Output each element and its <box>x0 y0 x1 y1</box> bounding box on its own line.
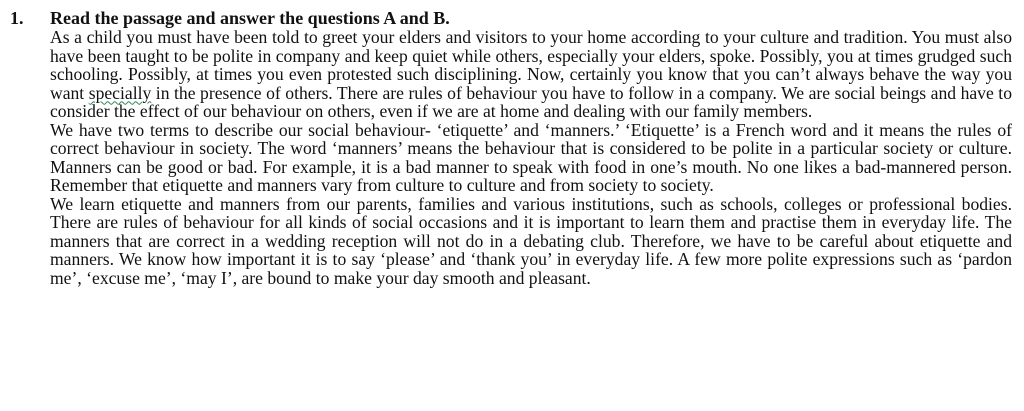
paragraph-1-text-before: As a child you must have been told to greet your elders and visitors to your home according to your culture and tradition. You must also have been taught to be polite in company and keep quiet while others, especially your elders, spoke. Possibly, you at times grudged such schooling. Possibly, at times you even protested such disciplining. Now, certainly you know that you can’t always behave the way you want <box>50 27 1012 103</box>
passage-paragraph-1 <box>50 28 1012 121</box>
paragraph-1-text-after: in the presence of others. There are rules of behaviour you have to follow in a company. We are social beings and have to consider the effect of our behaviour on others, even if we are at home and dealing with our family members. <box>50 82 1012 121</box>
question-header <box>10 8 1005 28</box>
spellcheck-flagged-word[interactable]: specially <box>88 82 152 103</box>
passage-paragraph-3: We learn etiquette and manners from our parents, families and various institutions, such as schools, colleges or professional bodies. There are rules of behaviour for all kinds of social occasions and it is important to learn them and practise them in everyday life. The manners that are correct in a wedding reception will not do in a debating club. Therefore, we have to be careful about etiquette and manners. We know how important it is to say ‘please’ and ‘thank you’ in everyday life. A few more polite expressions such as ‘pardon me’, ‘excuse me’, ‘may I’, are bound to make your day smooth and pleasant. <box>50 193 1012 288</box>
question-title: Read the passage and answer the questions A and B. <box>50 8 450 28</box>
question-block <box>10 8 1012 288</box>
question-number: 1. <box>10 8 24 28</box>
passage-paragraph-2: We have two terms to describe our social behaviour- ‘etiquette’ and ‘manners.’ ‘Etiquette’ is a French word and it means the rules of correct behaviour in society. The word ‘manners’ means the behaviour that is considered to be polite in a particular society or culture. Manners can be good or bad. For example, it is a bad manner to speak with food in one’s mouth. No one likes a bad-mannered person. Remember that etiquette and manners vary from culture to culture and from society to society. <box>50 119 1012 195</box>
reading-passage[interactable] <box>50 28 1012 287</box>
